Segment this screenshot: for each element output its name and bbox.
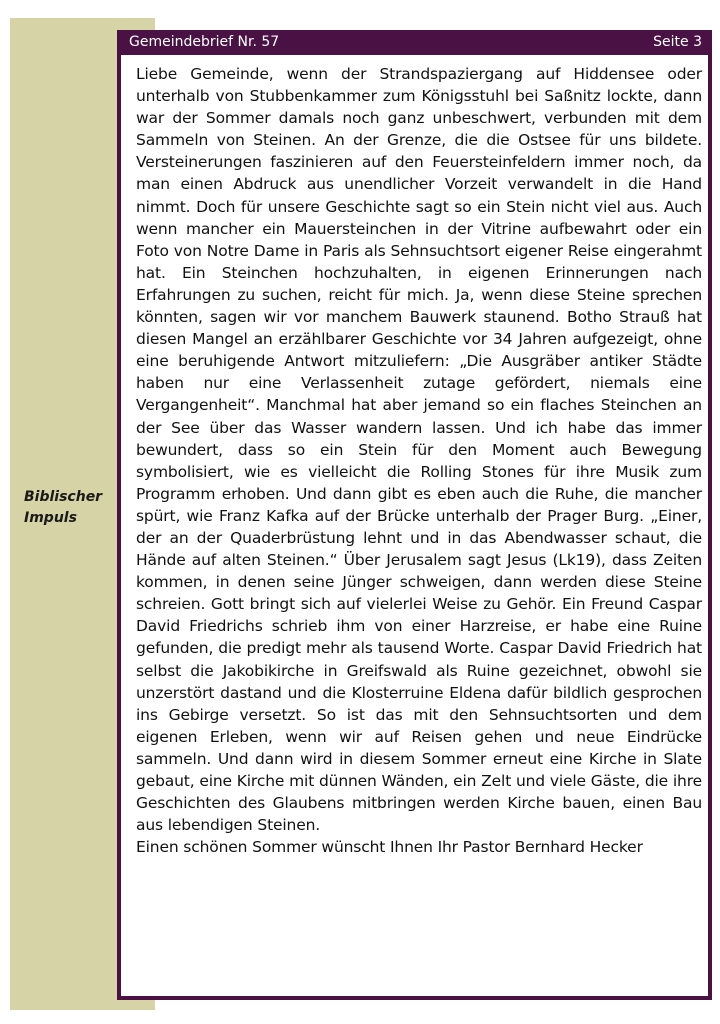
article-body — [136, 63, 702, 858]
section-label — [24, 487, 102, 529]
closing-line: Einen schönen Sommer wünscht Ihnen Ihr Pastor Bernhard Hecker — [136, 838, 643, 857]
article-paragraph: Liebe Gemeinde, wenn der Strandspaziergang auf Hiddensee oder unterhalb von Stubbenkammer zum Königsstuhl bei Saßnitz lockte, dann war der Sommer damals noch ganz unbeschwert, verbunden mit dem Sammeln von Steinen. An der Grenze, die die Ostsee für uns bildete. Versteinerungen faszinieren auf den Feuersteinfeldern immer noch, da man einen Abdruck aus unendlicher Vorzeit verwandelt in die Hand nimmt. Doch für unsere Geschichte sagt so ein Stein nicht viel aus. Auch wenn mancher ein Mauersteinchen in der Vitrine aufbewahrt oder ein Foto von Notre Dame in Paris als Sehnsuchtsort eigener Reise eingerahmt hat. Ein Steinchen hochzuhalten, in eigenen Erinnerungen nach Erfahrungen zu suchen, reicht für mich. Ja, wenn diese Steine sprechen könnten, sagen wir vor manchem Bauwerk staunend. Botho Strauß hat diesen Mangel an erzählbarer Geschichte vor 34 Jahren aufgezeigt, ohne eine beruhigende Antwort mitzuliefern: „Die Ausgräber antiker Städte haben nur eine Verlassenheit zutage gefördert, niemals eine Vergangenheit“. Manchmal hat aber jemand so ein flaches Steinchen an der See über das Wasser wandern lassen. Und ich habe das immer bewundert, dass so ein Stein für den Moment auch Bewegung symbolisiert, wie es vielleicht die Rolling Stones für ihre Musik zum Programm erhoben. Und dann gibt es eben auch die Ruhe, die mancher spürt, wie Franz Kafka auf der Brücke unterhalb der Prager Burg. „Einer, der an der Quaderbrüstung lehnt und in das Abendwasser schaut, die Hände auf alten Steinen.“ Über Jerusalem sagt Jesus (Lk19), dass Zeiten kommen, in denen seine Jünger schweigen, dann werden diese Steine schreien. Gott bringt sich auf vielerlei Weise zu Gehör. Ein Freund Caspar David Friedrichs schrieb ihm von einer Harzreise, er habe eine Ruine gefunden, die predigt mehr als tausend Worte. Caspar David Friedrich hat selbst die Jakobikirche in Greifswald als Ruine gezeichnet, obwohl sie unzerstört dastand und die Klosterruine Eldena dafür bildlich gesprochen ins Gebirge versetzt. So ist das mit den Sehnsuchtsorten und dem eigenen Erleben, wenn wir auf Reisen gehen und neue Eindrücke sammeln. Und dann wird in diesem Sommer erneut eine Kirche in Slate gebaut, eine Kirche mit dünnen Wänden, ein Zelt und viele Gäste, die ihre Geschichten des Glaubens mitbringen werden Kirche bauen, einen Bau aus lebendigen Steinen. — [136, 65, 702, 835]
page-header — [117, 30, 712, 55]
section-label-line1: Biblischer — [24, 489, 103, 505]
article-frame — [117, 55, 712, 1000]
page-number: Seite 3 — [653, 34, 702, 50]
newsletter-title: Gemeindebrief Nr. 57 — [129, 34, 280, 50]
section-label-line2: Impuls — [24, 510, 77, 526]
